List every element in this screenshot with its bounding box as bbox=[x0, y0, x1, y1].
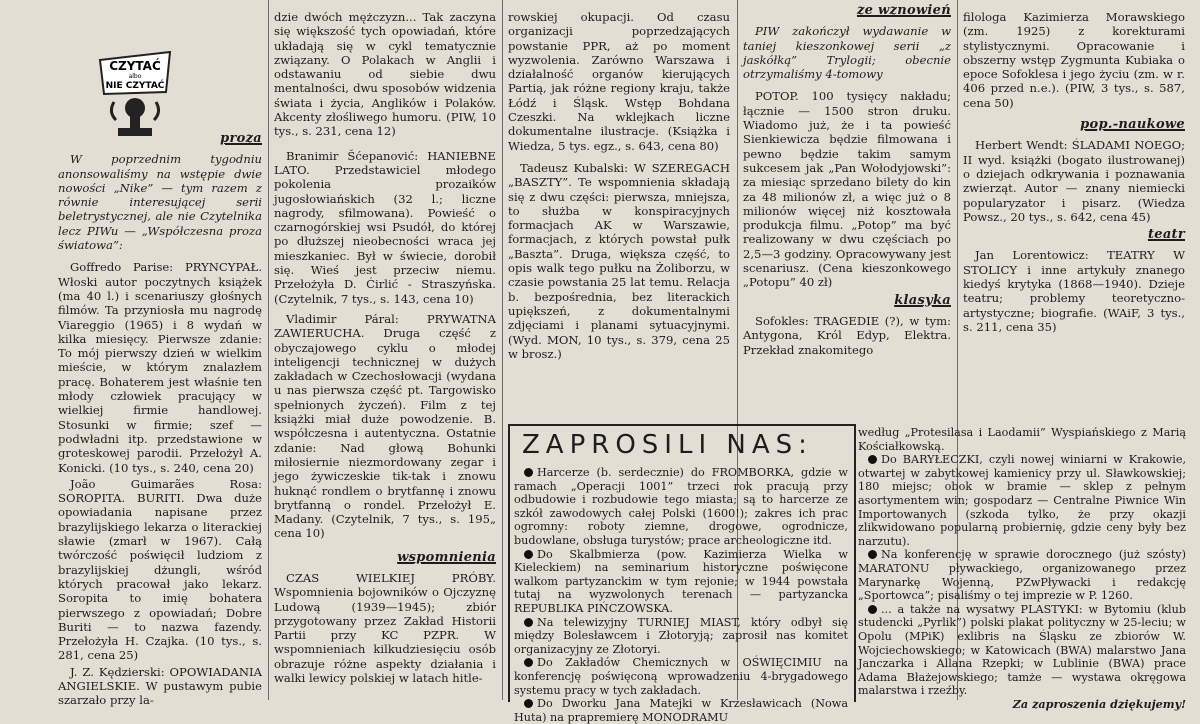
entry-paral: Vladimir Páral: PRYWATNA ZAWIERUCHA. Druga część z obyczajowego cyklu o młodej inteligencji technicznej w dużych zakładach w Czechosłowacji (wydana u nas pierwsza część pt. Targowisko spełnionych życzeń). Film z tej książki miał duże powodzenie. B. współczesna i autentyczna. Ostatnie zdanie: Nad głową Bohunki miłosiernie niezmordowany zegar i jego żywiczeskie tik-tak i znowu huknąć rondlem o brytfannę i znowu brytfanną o rondel. Przełożył E. Madany. (Czytelnik, 7 tys., s. 195„ cena 10) bbox=[274, 311, 496, 541]
wznowienia-intro: PIW zakończył wydawanie w taniej kieszonkowej serii „z jaskółką” Trylogii; obecnie otrzymaliśmy 4-tomowy bbox=[743, 24, 951, 82]
column-3 bbox=[508, 10, 730, 361]
section-heading-wznowien: ze wznowień bbox=[856, 3, 951, 18]
zaprosili-nas-title: ZAPROSILI NAS: bbox=[522, 430, 813, 460]
invite-continuation: według „Protesilasa i Laodamii” Wyspiańskiego z Marią Kościałkowską. bbox=[858, 426, 1186, 453]
bullet-icon bbox=[524, 658, 533, 667]
invite-item: ... a także na wysatwy PLASTYKI: w Bytomiu (klub studencki „Pyrlik”) polski plakat polityczny w 25-leciu; w Opolu (MPiK) exlibris na Śląsku ze zbiorów W. Wojciechowskiego; w Katowicach (BWA) malarstwo Jana Janczarka i Allana Rzepki; w Lublinie (BWA) prace Adama Błażejowskiego; tamże — wystawa okręgowa malarstwa i rzeźby. bbox=[858, 602, 1186, 698]
section-heading-klasyka: klasyka bbox=[894, 292, 951, 308]
invite-item: Do BARYŁECZKI, czyli nowej winiarni w Krakowie, otwartej w zabytkowej kamienicy przy ul. Sławkowskiej; 180 miejsc; obok w bramie — sklep z pełnym asortymentem win; gospodarz — Centralne Piwnice Win Importowanych (szkoda tylko, że przy okazji zlikwidowano popularną probiernię, gdzie ceny były bez narzutu). bbox=[858, 453, 1186, 548]
bullet-icon bbox=[524, 618, 533, 627]
entry-kubalski: Tadeusz Kubalski: W SZEREGACH „BASZTY”. Te wspomnienia składają się z dwu części: pierwsza, mniejsza, to służba w konspiracyjnych formacjach AK w Warszawie, formacjach, z których powstał pułk „Baszta”. Druga, większa część, to opis walk tego pułku na Żoliborzu, w czasie powstania 25 lat temu. Relacja b. bezpośrednia, bez literackich upiększeń, z dokumentalnymi zdjęciami i planami sytuacyjnymi. (Wyd. MON, 10 tys., s. 379, cena 25 w brosz.) bbox=[508, 160, 730, 361]
entry-lorentowicz: Jan Lorentowicz: TEATRY W STOLICY i inne artykuły znanego kiedyś krytyka (1868—1940). Dzieje teatru; problemy teoretyczno-artystyczne; biografie. (WAiF, 3 tys., s. 211, cena 35) bbox=[963, 248, 1185, 334]
entry-continuation: dzie dwóch mężczyzn... Tak zaczyna się większość tych opowiadań, które układają się w cykl tematycznie związany. O Polakach w Anglii i odstawaniu od siebie dwu mentalności, dwu sposobów widzenia świata i życia, Anglików i Polaków. Akcenty złośliwego humoru. (PIW, 10 tys., s. 231, cena 12) bbox=[274, 10, 496, 139]
section-heading-pop-naukowe: pop.-naukowe bbox=[1080, 117, 1185, 133]
invite-item: Do Skalbmierza (pow. Kazimierza Wielka w Kieleckiem) na seminarium historyczne poświęcone walkom partyzanckim w tym rejonie; w 1944 powstała tutaj na wyzwolonych terenach — partyzancka REPUBLIKA PIŃCZOWSKA. bbox=[514, 547, 848, 615]
bullet-icon bbox=[868, 455, 877, 464]
invite-item: Do Zakładów Chemicznych w OŚWIĘCIMIU na konferencję poświęconą wprowadzeniu 4-brygadowego systemu pracy w tych zakładach. bbox=[514, 656, 848, 697]
entry-czas-proby: CZAS WIELKIEJ PRÓBY. Wspomnienia bojowników o Ojczyznę Ludową (1939—1945); zbiór przygotowany przez Zakład Historii Partii przy KC PZPR. W wspomnieniach kilkudziesięciu osób obrazuje różne aspekty działania i walki lewicy polskiej w latach hitle- bbox=[274, 570, 496, 686]
bullet-icon bbox=[524, 468, 533, 477]
column-5 bbox=[963, 10, 1185, 334]
section-heading-wspomnienia: wspomnienia bbox=[397, 549, 496, 565]
invite-item: Harcerze (b. serdecznie) do FROMBORKA, gdzie w ramach „Operacji 1001” trzeci rok pracują przy odbudowie i rozbudowie tego miasta; są to harcerze ze szkół zawodowych całej Polski (1600!); zakres ich prac ogromny: roboty ziemne, drogowe, ogrodnicze, budowlane, obsługa turystów; prace archeologiczne itd. bbox=[514, 466, 848, 547]
entry-wendt: Herbert Wendt: ŚLADAMI NOEGO; II wyd. książki (bogato ilustrowanej) o dziejach odkrywania i poznawania zwierząt. Autor — znany niemiecki popularyzator i pisarz. (Wiedza Powsz., 20 tys., s. 642, cena 45) bbox=[963, 138, 1185, 224]
entry-parise: Goffredo Parise: PRYNCYPAŁ. Włoski autor poczytnych książek (ma 40 l.) i scenariuszy głośnych filmów. Ta przyniosła mu nagrodę Viareggio (1965) i 8 wydań w kilka miesięcy. Pierwsze zdanie: To mój pierwszy dzień w wielkim mieście, w którym znalazłem pracę. Bohaterem jest właśnie ten młody człowiek pracujący w wielkiej firmie handlowej. Stosunki w firmie; szef — podwładni itp. przedstawione w groteskowej parodii. Przełożył A. Konicki. (10 tys., s. 240, cena 20) bbox=[58, 260, 262, 475]
bullet-icon bbox=[524, 550, 533, 559]
bullet-icon bbox=[524, 699, 533, 708]
entry-sofokles-cont: filologa Kazimierza Morawskiego (zm. 1925) z korekturami stylistycznymi. Opracowanie i obszerny wstęp Zygmunta Kubiaka o epoce Sofoklesa i jego życiu (zm. w r. 406 przed n.e.). (PIW, 3 tys., s. 587, cena 50) bbox=[963, 10, 1185, 110]
column-2 bbox=[274, 10, 496, 685]
section-heading-teatr: teatr bbox=[1147, 227, 1185, 243]
column-invites-continued bbox=[858, 426, 1186, 711]
badge-line1: CZYTAĆ bbox=[109, 59, 161, 73]
invite-item: Na telewizyjny TURNIEJ MIAST, który odbył się między Bolesławcem i Złotoryją; zaprosił nas komitet organizacyjny ze Złotoryi. bbox=[514, 615, 848, 656]
badge-line3: NIE CZYTAĆ bbox=[105, 81, 165, 91]
entry-kedzierski: J. Z. Kędzierski: OPOWIADANIA ANGIELSKIE. W pustawym pubie szarzało przy la- bbox=[58, 664, 262, 708]
column-divider bbox=[268, 0, 269, 700]
invite-item: Na konferencję w sprawie dorocznego (już szósty) MARATONU pływackiego, organizowanego przez Marynarkę Wojenną, PZwPływacki i redakcję „Sportowca”; pisaliśmy o tej imprezie w P. 1260. bbox=[858, 548, 1186, 603]
zaprosili-nas-content bbox=[514, 466, 848, 724]
entry-potop: POTOP. 100 tysięcy nakładu; łącznie — 1500 stron druku. Wiadomo już, że i ta powieść Sienkiewicza będzie filmowana i pewno będzie takim samym sukcesem jak „Pan Wołodyjowski”: za miesiąc sprzedano bilety do kin za 48 milionów zł, a więc już o 8 milionów więcej niż kosztowała produkcja filmu. „Potop” ma być realizowany w dwu częściach po 2,5—3 godziny. Opracowywany jest scenariusz. (Cena kieszonkowego „Potopu” 40 zł) bbox=[743, 89, 951, 290]
invite-item: Do Dworku Jana Matejki w Krzesławicach (Nowa Huta) na prapremierę MONODRAMU bbox=[514, 697, 848, 724]
bullet-icon bbox=[868, 550, 877, 559]
section-heading-proza: proza bbox=[220, 131, 262, 146]
entry-scepanovic: Branimir Šćepanović: HANIEBNE LATO. Przedstawiciel młodego pokolenia prozaików jugosłowiańskich (32 l.; liczne nagrody, sfilmowana). Powieść o czarnogórskiej wsi Psudół, do której po dłuższej nieobecności wraca jej mieszkaniec. Był w świecie, dorobił się. Wieś jest przeciw niemu. Przełożyła D. Ćirlić - Straszyńska. (Czytelnik, 7 tys., s. 143, cena 10) bbox=[274, 148, 496, 306]
column-4 bbox=[743, 3, 951, 357]
entry-rosa: João Guimarães Rosa: SOROPITA. BURITI. Dwa duże opowiadania napisane przez brazylijskiego lekarza o literackiej sławie (zmarł w 1967). Całą twórczość poświęcił ludziom z brazylijskiej dżungli, wśród których pracował jako lekarz. Soropita to imię bohatera pierwszego z opowiadań; Dobre Buriti — to nazwa fazendy. Przełożyła H. Czajka. (10 tys., s. 281, cena 25) bbox=[58, 476, 262, 663]
column-1 bbox=[58, 130, 262, 708]
intro-paragraph: W poprzednim tygodniu anonsowaliśmy na wstępie dwie nowości „Nike” — tym razem z równie interesującej serii beletrystycznej, ale nie Czytelnika lecz PIWu — „Współczesna proza światowa”: bbox=[58, 152, 262, 253]
closing-thanks: Za zaproszenia dziękujemy! bbox=[1012, 696, 1186, 711]
bullet-icon bbox=[868, 605, 877, 614]
czytac-badge-logo bbox=[94, 42, 176, 142]
column-divider bbox=[502, 0, 503, 700]
entry-sofokles: Sofokles: TRAGEDIE (?), w tym: Antygona, Król Edyp, Elektra. Przekład znakomitego bbox=[743, 313, 951, 357]
badge-line2: albo bbox=[128, 73, 142, 80]
entry-continuation-3: rowskiej okupacji. Od czasu organizacji poprzedzających powstanie PPR, aż po moment wyzwolenia. Zarówno Warszawa i działalność organów kierujących Partią, jak różne regiony kraju, także Łódź i Śląsk. Wstęp Bohdana Czeszki. Na wklejkach liczne dokumentalne ilustracje. (Książka i Wiedza, 5 tys. egz., s. 643, cena 80) bbox=[508, 10, 730, 153]
